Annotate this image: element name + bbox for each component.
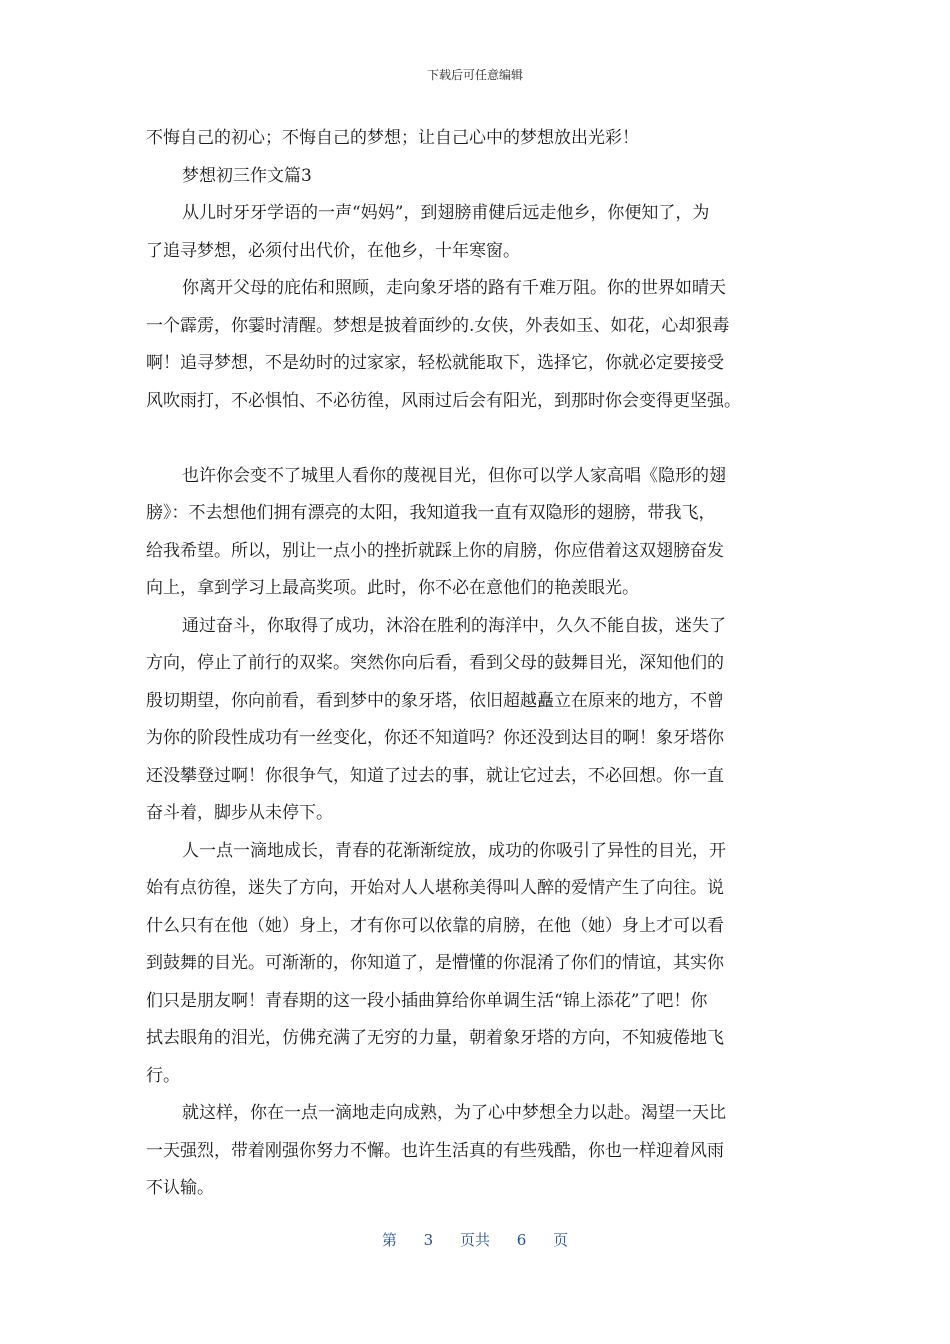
text-line: 啊！追寻梦想，不是幼时的过家家，轻松就能取下，选择它，你就必定要接受 xyxy=(146,353,724,373)
text-line: 也许你会变不了城里人看你的蔑视目光，但你可以学人家高唱《隐形的翅 xyxy=(182,465,726,486)
text-line: 为你的阶段性成功有一丝变化，你还不知道吗？你还没到达目的啊！象牙塔你 xyxy=(146,728,724,748)
text-line: 就这样，你在一点一滴地走向成熟，为了心中梦想全力以赴。渴望一天比 xyxy=(182,1103,726,1123)
text-line: 方向，停止了前行的双桨。突然你向后看，看到父母的鼓舞目光，深知他们的 xyxy=(146,653,724,673)
text-line: 不悔自己的初心；不悔自己的梦想；让自己心中的梦想放出光彩！ xyxy=(146,128,639,148)
text-line: 们只是朋友啊！青春期的这一段小插曲算给你单调生活“锦上添花”了吧！你 xyxy=(146,990,708,1011)
text-line: 向上，拿到学习上最高奖项。此时，你不必在意他们的艳羡眼光。 xyxy=(146,578,639,598)
blank-line xyxy=(146,420,806,458)
section-heading: 梦想初三作文篇3 xyxy=(182,165,312,186)
text-line: 行。 xyxy=(146,1065,180,1086)
text-line: 殷切期望，你向前看，看到梦中的象牙塔，依旧超越矗立在原来的地方，不曾 xyxy=(146,690,724,711)
text-line: 不认输。 xyxy=(146,1178,214,1198)
text-line: 什么只有在他（她）身上，才有你可以依靠的肩膀，在他（她）身上才可以看 xyxy=(146,915,724,936)
text-line: 你离开父母的庇佑和照顾，走向象牙塔的路有千难万阻。你的世界如晴天 xyxy=(182,278,726,298)
footer-page-number: 3 xyxy=(423,1231,434,1249)
footer-total-pages: 6 xyxy=(516,1231,527,1249)
text-line: 还没攀登过啊！你很争气，知道了过去的事，就让它过去，不必回想。你一直 xyxy=(146,765,724,786)
footer-label-page-end: 页 xyxy=(553,1231,569,1249)
text-line: 奋斗着，脚步从未停下。 xyxy=(146,803,333,823)
text-line: 到鼓舞的目光。可渐渐的，你知道了，是懵懂的你混淆了你们的情谊，其实你 xyxy=(146,953,724,973)
text-line: 人一点一滴地成长，青春的花渐渐绽放，成功的你吸引了异性的目光，开 xyxy=(182,840,726,861)
page-header: 下载后可任意编辑 xyxy=(426,68,523,82)
text-line: 从儿时牙牙学语的一声“妈妈”，到翅膀甫健后远走他乡，你便知了，为 xyxy=(182,203,710,223)
text-line: 一个霹雳，你霎时清醒。梦想是披着面纱的.女侠，外表如玉、如花，心却狠毒 xyxy=(146,315,730,336)
footer-label-of: 页共 xyxy=(459,1231,490,1249)
text-line: 膀》：不去想他们拥有漂亮的太阳，我知道我一直有双隐形的翅膀，带我飞， xyxy=(146,503,716,523)
page-footer xyxy=(0,1229,950,1250)
text-line: 一天强烈，带着刚强你努力不懈。也许生活真的有些残酷，你也一样迎着风雨 xyxy=(146,1140,724,1161)
text-line: 给我希望。所以，别让一点小的挫折就踩上你的肩膀，你应借着这双翅膀奋发 xyxy=(146,540,724,561)
text-line: 拭去眼角的泪光，仿佛充满了无穷的力量，朝着象牙塔的方向，不知疲倦地飞 xyxy=(146,1028,724,1048)
text-line: 了追寻梦想，必须付出代价，在他乡，十年寒窗。 xyxy=(146,240,520,261)
footer-label-page: 第 xyxy=(381,1231,397,1249)
document-body xyxy=(146,120,806,1208)
text-line: 始有点彷徨，迷失了方向，开始对人人堪称美得叫人醉的爱情产生了向往。说 xyxy=(146,878,724,898)
text-line: 风吹雨打，不必惧怕、不必彷徨，风雨过后会有阳光，到那时你会变得更坚强。 xyxy=(146,390,741,411)
text-line: 通过奋斗，你取得了成功，沐浴在胜利的海洋中，久久不能自拔，迷失了 xyxy=(182,615,726,636)
